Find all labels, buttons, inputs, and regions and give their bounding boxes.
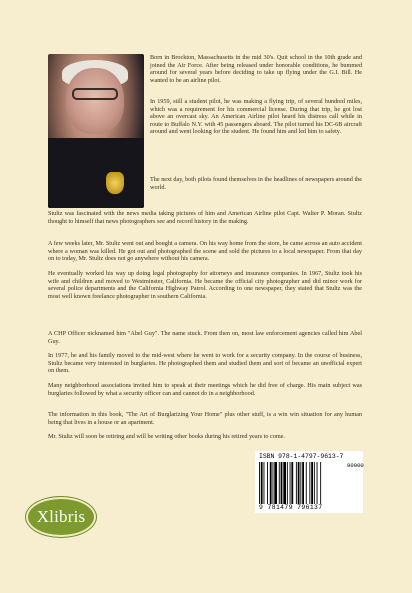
author-photo	[48, 54, 144, 208]
barcode-stripe	[259, 462, 260, 504]
barcode-stripe	[302, 462, 304, 504]
bio-paragraph-11: Mr. Stultz will soon be retiring and will be writing other books during his retired years to come.	[48, 433, 285, 440]
photo-glasses	[72, 88, 118, 100]
price-code: 90000	[347, 462, 364, 469]
barcode-stripe	[279, 462, 280, 504]
barcode-bars	[259, 462, 345, 504]
barcode-stripe	[281, 462, 283, 504]
photo-face	[66, 68, 124, 134]
barcode-stripe	[300, 462, 301, 504]
barcode-stripe	[298, 462, 300, 504]
isbn-label: ISBN 978-1-4797-9613-7	[259, 453, 344, 460]
barcode-stripe	[287, 462, 288, 504]
bio-paragraph-6: He eventually worked his way up doing legal photography for attorneys and insurance companies. In 1967, Stultz took his wife and children and moved to Westminster, California. He became the official city photographer and did minor work for several police departments and the California Highway Patrol. According to one newspaper, they stated that Stultz was the most well known freelance photographer in southern California.	[48, 270, 362, 300]
publisher-logo	[26, 497, 96, 537]
barcode-number: 9 781479 796137	[259, 504, 323, 511]
barcode-stripe	[296, 462, 297, 504]
bio-paragraph-1: Born in Brockton, Massachusetts in the mid 30's. Quit school in the 10th grade and joined the Air Force. After being released under honorable conditions, he bummed around for several years before deciding to take up flying under the G.I. Bill. He wanted to be an airline pilot.	[150, 54, 362, 84]
bio-paragraph-7: A CHP Officer nicknamed him "Abel Guy". The name stuck. From then on, most law enforcement agencies called him Abel Guy.	[48, 330, 362, 345]
barcode-stripe	[320, 462, 321, 504]
barcode-stripe	[261, 462, 263, 504]
bio-paragraph-9: Many neighborhood associations invited him to speak at their meetings which he did free of charge. His main subject was burglaries followed by what a security officer can and cannot do in a neighborhood.	[48, 382, 362, 397]
barcode-stripe	[309, 462, 310, 504]
photo-shirt	[48, 138, 144, 208]
bio-paragraph-5: A few weeks later, Mr. Stultz went out and bought a camera. On his way home from the store, he came across an auto accident where a woman was killed. He got out and photographed the scene and sold the pictures to a local newspaper. From that day on to today, Mr. Stultz does not go anywhere without his camera.	[48, 240, 362, 263]
barcode	[255, 451, 363, 513]
barcode-stripe	[270, 462, 272, 504]
bio-paragraph-8: In 1977, he and his family moved to the mid-west where he went to work for a security company. In the course of business, Stultz became very interested in burglaries. He photographed them and studied them and sort of became an unofficial expert on them.	[48, 352, 362, 375]
barcode-stripe	[291, 462, 293, 504]
photo-badge	[106, 172, 124, 194]
barcode-stripe	[274, 462, 277, 504]
barcode-stripe	[267, 462, 268, 504]
publisher-logo-text: Xlibris	[36, 507, 86, 526]
bio-paragraph-3: The next day, both pilots found themselves in the headlines of newspapers around the world.	[150, 176, 362, 191]
barcode-stripe	[273, 462, 274, 504]
barcode-stripe	[317, 462, 318, 504]
barcode-stripe	[311, 462, 313, 504]
barcode-stripe	[290, 462, 291, 504]
barcode-stripe	[264, 462, 265, 504]
barcode-stripe	[283, 462, 286, 504]
barcode-stripe	[314, 462, 315, 504]
barcode-stripe	[306, 462, 307, 504]
bio-paragraph-4: Stultz was fascinated with the news media taking pictures of him and American Airline pilot Capt. Walter P. Moran. Stultz thought to himself that news photographers see and record history in the making.	[48, 210, 362, 225]
bio-paragraph-10: The information in this book, "The Art of Burglarizing Your Home" plus other stuff, is a win win situation for any human being that lives in a house or an apartment.	[48, 411, 362, 426]
bio-paragraph-2: In 1959, still a student pilot, he was making a flying trip, of several hundred miles, which was a requirement for his commercial license. During that trip, he got lost above an overcast sky. An American Airline pilot heard his distress call while in route to Buffalo N.Y. with 45 passengers aboard. The pilot turned his DC-6B aircraft around and went looking for the student. He found him and led him to safety.	[150, 98, 362, 136]
